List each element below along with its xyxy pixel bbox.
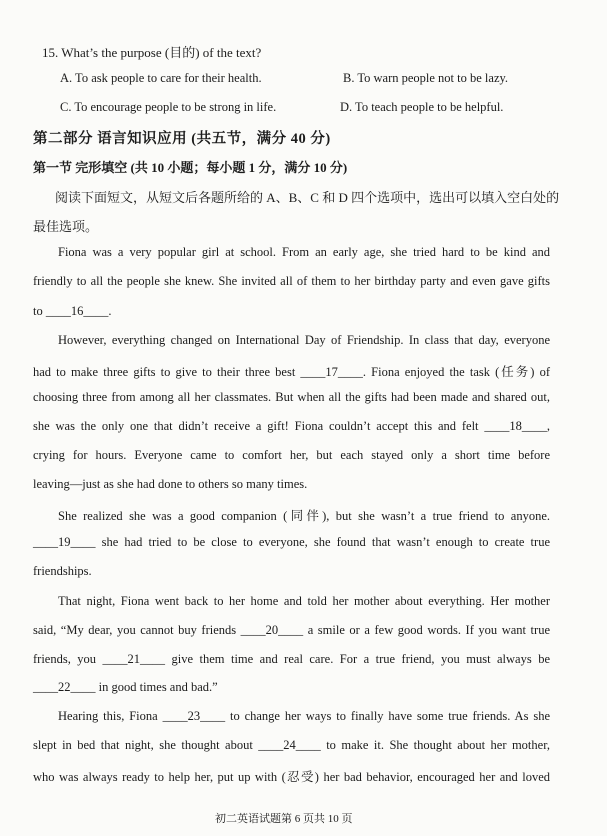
option-d: D. To teach people to be helpful. <box>340 100 504 114</box>
instruction-line-1: 阅读下面短文，从短文后各题所给的 A、B、C 和 D 四个选项中，选出可以填入空白处的 <box>55 190 560 205</box>
passage-line: However, everything changed on International Day of Friendship. In class that day, everyone <box>58 333 550 347</box>
part2-title: 第二部分 语言知识应用 (共五节，满分 40 分) <box>33 131 331 147</box>
passage-line: friendly to all the people she knew. She invited all of them to her birthday party and even gave gifts <box>33 274 550 288</box>
passage-line: choosing three from among all her classmates. But when all the gifts had been made and shared out, <box>33 390 550 404</box>
option-b: B. To warn people not to be lazy. <box>343 71 509 85</box>
passage-line: to ____16____. <box>33 304 112 318</box>
passage-line: She realized she was a good companion (同伴), but she wasn’t a true friend to anyone. <box>58 509 550 523</box>
page-footer: 初二英语试题第 6 页共 10 页 <box>215 813 353 825</box>
question-15: 15. What’s the purpose (目的) of the text? <box>42 45 262 60</box>
option-a: A. To ask people to care for their health. <box>60 71 262 85</box>
passage-line: ____19____ she had tried to be close to everyone, she found that wasn’t enough to create true <box>33 535 550 549</box>
passage-line: who was always ready to help her, put up with (忍受) her bad behavior, encouraged her and loved <box>33 770 550 784</box>
passage-line: crying for hours. Everyone came to comfort her, but each stayed only a short time before <box>33 448 550 462</box>
passage-line: Fiona was a very popular girl at school. From an early age, she tried hard to be kind and <box>58 245 550 259</box>
passage-line: said, “My dear, you cannot buy friends ____20____ a smile or a few good words. If you want true <box>33 623 550 637</box>
passage-line: ____22____ in good times and bad.” <box>33 680 218 694</box>
passage-line: slept in bed that night, she thought about ____24____ to make it. She thought about her mother, <box>33 738 550 752</box>
passage-line: friends, you ____21____ give them time and real care. For a true friend, you must always be <box>33 652 550 666</box>
passage-line: leaving—just as she had done to others so many times. <box>33 477 308 491</box>
passage-line: had to make three gifts to give to their three best ____17____. Fiona enjoyed the task (任务) of <box>33 365 550 379</box>
passage-line: she was the only one that didn’t receive a gift! Fiona couldn’t accept this and felt ____18____, <box>33 419 550 433</box>
passage-line: friendships. <box>33 564 92 578</box>
option-c: C. To encourage people to be strong in life. <box>60 100 277 114</box>
passage-line: Hearing this, Fiona ____23____ to change her ways to finally have some true friends. As she <box>58 709 550 723</box>
instruction-line-2: 最佳选项。 <box>33 219 99 234</box>
passage-line: That night, Fiona went back to her home and told her mother about everything. Her mother <box>58 594 550 608</box>
section1-title: 第一节 完形填空 (共 10 小题；每小题 1 分，满分 10 分) <box>33 160 348 175</box>
